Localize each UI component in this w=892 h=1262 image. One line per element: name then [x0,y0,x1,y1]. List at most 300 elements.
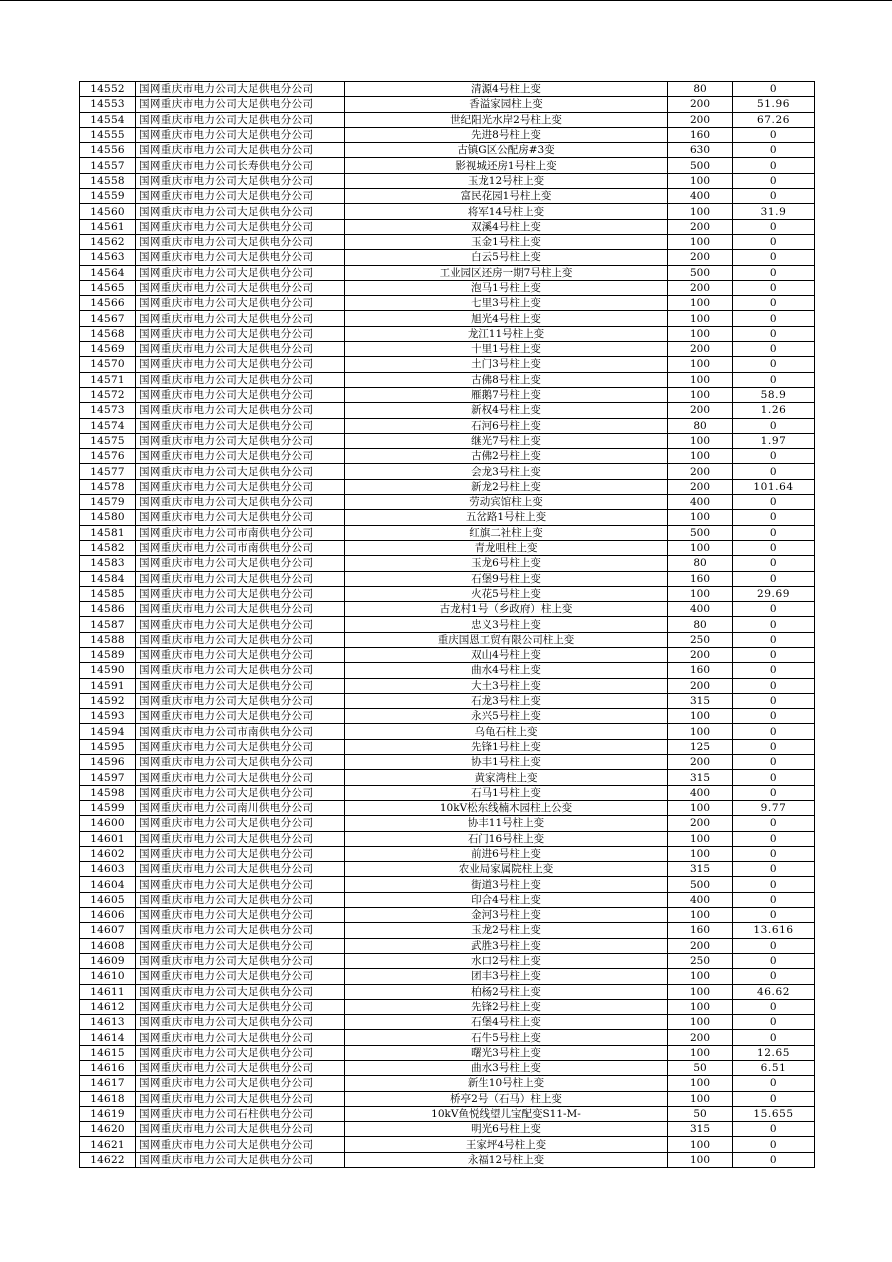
load-value-cell: 0 [733,158,815,173]
transformer-name-cell: 团丰3号柱上变 [345,969,668,984]
transformer-name-cell: 土门3号柱上变 [345,357,668,372]
load-value-cell: 0 [733,326,815,341]
capacity-cell: 200 [668,678,733,693]
row-id-cell: 14621 [80,1137,136,1152]
table-row [80,97,815,112]
load-value-cell: 0 [733,143,815,158]
row-id-cell: 14587 [80,617,136,632]
row-id-cell: 14563 [80,250,136,265]
company-cell: 国网重庆市电力公司大足供电分公司 [136,755,345,770]
load-value-cell: 0 [733,525,815,540]
transformer-table-body [80,82,815,1168]
transformer-name-cell: 乌龟石柱上变 [345,724,668,739]
capacity-cell: 80 [668,617,733,632]
row-id-cell: 14591 [80,678,136,693]
table-row [80,1152,815,1167]
table-row [80,372,815,387]
table-row [80,112,815,127]
company-cell: 国网重庆市电力公司大足供电分公司 [136,204,345,219]
transformer-name-cell: 曙光3号柱上变 [345,1045,668,1060]
load-value-cell: 0 [733,877,815,892]
transformer-name-cell: 将军14号柱上变 [345,204,668,219]
load-value-cell: 0 [733,709,815,724]
load-value-cell: 13.616 [733,923,815,938]
company-cell: 国网重庆市电力公司大足供电分公司 [136,846,345,861]
load-value-cell: 0 [733,1091,815,1106]
capacity-cell: 160 [668,571,733,586]
capacity-cell: 200 [668,250,733,265]
row-id-cell: 14575 [80,433,136,448]
table-row [80,495,815,510]
row-id-cell: 14565 [80,280,136,295]
company-cell: 国网重庆市电力公司大足供电分公司 [136,1061,345,1076]
table-row [80,525,815,540]
row-id-cell: 14585 [80,586,136,601]
transformer-name-cell: 古镇G区公配房#3变 [345,143,668,158]
company-cell: 国网重庆市电力公司石柱供电分公司 [136,1106,345,1121]
row-id-cell: 14598 [80,785,136,800]
row-id-cell: 14620 [80,1122,136,1137]
table-row [80,632,815,647]
capacity-cell: 100 [668,984,733,999]
transformer-name-cell: 十里1号柱上变 [345,342,668,357]
row-id-cell: 14607 [80,923,136,938]
table-row [80,923,815,938]
capacity-cell: 100 [668,999,733,1014]
transformer-name-cell: 玉龙12号柱上变 [345,173,668,188]
table-row [80,234,815,249]
company-cell: 国网重庆市电力公司大足供电分公司 [136,372,345,387]
table-row [80,617,815,632]
row-id-cell: 14564 [80,265,136,280]
transformer-name-cell: 新龙2号柱上变 [345,479,668,494]
table-row [80,892,815,907]
row-id-cell: 14556 [80,143,136,158]
row-id-cell: 14610 [80,969,136,984]
company-cell: 国网重庆市电力公司大足供电分公司 [136,143,345,158]
capacity-cell: 100 [668,1152,733,1167]
transformer-name-cell: 红旗二社柱上变 [345,525,668,540]
company-cell: 国网重庆市电力公司大足供电分公司 [136,862,345,877]
table-row [80,296,815,311]
table-row [80,1045,815,1060]
capacity-cell: 100 [668,709,733,724]
capacity-cell: 400 [668,602,733,617]
load-value-cell: 1.97 [733,433,815,448]
load-value-cell: 0 [733,449,815,464]
row-id-cell: 14601 [80,831,136,846]
company-cell: 国网重庆市电力公司大足供电分公司 [136,189,345,204]
company-cell: 国网重庆市电力公司大足供电分公司 [136,464,345,479]
transformer-name-cell: 玉龙6号柱上变 [345,556,668,571]
capacity-cell: 200 [668,280,733,295]
capacity-cell: 200 [668,816,733,831]
transformer-name-cell: 曲水4号柱上变 [345,663,668,678]
load-value-cell: 0 [733,862,815,877]
transformer-name-cell: 古龙村1号（乡政府）柱上变 [345,602,668,617]
company-cell: 国网重庆市电力公司大足供电分公司 [136,831,345,846]
load-value-cell: 1.26 [733,403,815,418]
row-id-cell: 14566 [80,296,136,311]
load-value-cell: 0 [733,1030,815,1045]
capacity-cell: 500 [668,265,733,280]
row-id-cell: 14561 [80,219,136,234]
load-value-cell: 0 [733,280,815,295]
row-id-cell: 14582 [80,540,136,555]
row-id-cell: 14596 [80,755,136,770]
load-value-cell: 0 [733,938,815,953]
table-row [80,816,815,831]
company-cell: 国网重庆市电力公司大足供电分公司 [136,816,345,831]
capacity-cell: 160 [668,127,733,142]
row-id-cell: 14592 [80,693,136,708]
load-value-cell: 0 [733,311,815,326]
table-row [80,250,815,265]
load-value-cell: 0 [733,1137,815,1152]
transformer-name-cell: 柏杨2号柱上变 [345,984,668,999]
row-id-cell: 14557 [80,158,136,173]
table-row [80,663,815,678]
capacity-cell: 200 [668,755,733,770]
transformer-name-cell: 石门16号柱上变 [345,831,668,846]
load-value-cell: 0 [733,1076,815,1091]
table-row [80,82,815,97]
capacity-cell: 80 [668,82,733,97]
page-top-border [0,0,892,1]
row-id-cell: 14609 [80,953,136,968]
table-row [80,846,815,861]
transformer-name-cell: 会龙3号柱上变 [345,464,668,479]
transformer-name-cell: 石河6号柱上变 [345,418,668,433]
capacity-cell: 100 [668,831,733,846]
row-id-cell: 14604 [80,877,136,892]
transformer-name-cell: 街道3号柱上变 [345,877,668,892]
transformer-name-cell: 雁鹅7号柱上变 [345,387,668,402]
load-value-cell: 0 [733,617,815,632]
transformer-name-cell: 古佛2号柱上变 [345,449,668,464]
load-value-cell: 0 [733,342,815,357]
load-value-cell: 0 [733,189,815,204]
company-cell: 国网重庆市电力公司大足供电分公司 [136,479,345,494]
company-cell: 国网重庆市电力公司大足供电分公司 [136,403,345,418]
row-id-cell: 14611 [80,984,136,999]
transformer-name-cell: 富民花园1号柱上变 [345,189,668,204]
capacity-cell: 100 [668,724,733,739]
transformer-name-cell: 石龙3号柱上变 [345,693,668,708]
company-cell: 国网重庆市电力公司大足供电分公司 [136,969,345,984]
table-row [80,1091,815,1106]
capacity-cell: 100 [668,1015,733,1030]
capacity-cell: 315 [668,693,733,708]
row-id-cell: 14589 [80,647,136,662]
load-value-cell: 0 [733,127,815,142]
row-id-cell: 14586 [80,602,136,617]
transformer-name-cell: 火花5号柱上变 [345,586,668,601]
company-cell: 国网重庆市电力公司大足供电分公司 [136,127,345,142]
transformer-name-cell: 10kV鱼悦线望儿宝配变S11-M- [345,1106,668,1121]
capacity-cell: 100 [668,846,733,861]
row-id-cell: 14594 [80,724,136,739]
transformer-name-cell: 影视城还房1号柱上变 [345,158,668,173]
capacity-cell: 100 [668,204,733,219]
capacity-cell: 250 [668,953,733,968]
table-row [80,969,815,984]
capacity-cell: 100 [668,387,733,402]
row-id-cell: 14562 [80,234,136,249]
company-cell: 国网重庆市电力公司大足供电分公司 [136,342,345,357]
table-row [80,770,815,785]
company-cell: 国网重庆市电力公司大足供电分公司 [136,433,345,448]
capacity-cell: 250 [668,632,733,647]
company-cell: 国网重庆市电力公司南川供电分公司 [136,800,345,815]
transformer-name-cell: 青龙咀柱上变 [345,540,668,555]
company-cell: 国网重庆市电力公司市南供电分公司 [136,525,345,540]
transformer-name-cell: 金河3号柱上变 [345,908,668,923]
capacity-cell: 100 [668,969,733,984]
table-row [80,877,815,892]
load-value-cell: 0 [733,265,815,280]
table-row [80,464,815,479]
load-value-cell: 0 [733,632,815,647]
load-value-cell: 0 [733,418,815,433]
row-id-cell: 14573 [80,403,136,418]
row-id-cell: 14617 [80,1076,136,1091]
company-cell: 国网重庆市电力公司大足供电分公司 [136,663,345,678]
table-row [80,433,815,448]
transformer-name-cell: 石堡4号柱上变 [345,1015,668,1030]
transformer-name-cell: 水口2号柱上变 [345,953,668,968]
table-row [80,831,815,846]
load-value-cell: 0 [733,663,815,678]
company-cell: 国网重庆市电力公司大足供电分公司 [136,387,345,402]
transformer-name-cell: 新生10号柱上变 [345,1076,668,1091]
table-row [80,1106,815,1121]
row-id-cell: 14574 [80,418,136,433]
capacity-cell: 200 [668,479,733,494]
company-cell: 国网重庆市电力公司大足供电分公司 [136,173,345,188]
row-id-cell: 14568 [80,326,136,341]
load-value-cell: 67.26 [733,112,815,127]
table-row [80,219,815,234]
table-row [80,510,815,525]
transformer-name-cell: 农业局家属院柱上变 [345,862,668,877]
load-value-cell: 0 [733,510,815,525]
load-value-cell: 0 [733,234,815,249]
capacity-cell: 100 [668,1137,733,1152]
company-cell: 国网重庆市电力公司大足供电分公司 [136,556,345,571]
company-cell: 国网重庆市电力公司大足供电分公司 [136,1045,345,1060]
company-cell: 国网重庆市电力公司市南供电分公司 [136,540,345,555]
company-cell: 国网重庆市电力公司大足供电分公司 [136,678,345,693]
table-row [80,984,815,999]
capacity-cell: 200 [668,219,733,234]
load-value-cell: 0 [733,219,815,234]
row-id-cell: 14571 [80,372,136,387]
transformer-name-cell: 先锋2号柱上变 [345,999,668,1014]
row-id-cell: 14603 [80,862,136,877]
transformer-name-cell: 桥亭2号（石马）柱上变 [345,1091,668,1106]
company-cell: 国网重庆市电力公司大足供电分公司 [136,1076,345,1091]
transformer-name-cell: 清源4号柱上变 [345,82,668,97]
row-id-cell: 14552 [80,82,136,97]
load-value-cell: 0 [733,953,815,968]
company-cell: 国网重庆市电力公司大足供电分公司 [136,571,345,586]
load-value-cell: 58.9 [733,387,815,402]
table-row [80,785,815,800]
row-id-cell: 14606 [80,908,136,923]
capacity-cell: 100 [668,1045,733,1060]
company-cell: 国网重庆市电力公司大足供电分公司 [136,739,345,754]
load-value-cell: 0 [733,556,815,571]
load-value-cell: 29.69 [733,586,815,601]
company-cell: 国网重庆市电力公司大足供电分公司 [136,82,345,97]
transformer-name-cell: 劳动宾馆柱上变 [345,495,668,510]
table-row [80,693,815,708]
row-id-cell: 14615 [80,1045,136,1060]
table-row [80,387,815,402]
capacity-cell: 200 [668,647,733,662]
table-row [80,1122,815,1137]
capacity-cell: 100 [668,510,733,525]
transformer-name-cell: 七里3号柱上变 [345,296,668,311]
load-value-cell: 0 [733,770,815,785]
table-row [80,158,815,173]
row-id-cell: 14570 [80,357,136,372]
capacity-cell: 315 [668,862,733,877]
table-row [80,1030,815,1045]
table-row [80,724,815,739]
row-id-cell: 14619 [80,1106,136,1121]
load-value-cell: 0 [733,693,815,708]
transformer-name-cell: 工业园区还房一期7号柱上变 [345,265,668,280]
company-cell: 国网重庆市电力公司大足供电分公司 [136,877,345,892]
company-cell: 国网重庆市电力公司大足供电分公司 [136,418,345,433]
table-row [80,342,815,357]
table-row [80,862,815,877]
transformer-name-cell: 双溪4号柱上变 [345,219,668,234]
table-row [80,1015,815,1030]
table-row [80,999,815,1014]
transformer-name-cell: 武胜3号柱上变 [345,938,668,953]
capacity-cell: 80 [668,418,733,433]
capacity-cell: 500 [668,525,733,540]
row-id-cell: 14588 [80,632,136,647]
capacity-cell: 100 [668,586,733,601]
load-value-cell: 0 [733,173,815,188]
load-value-cell: 0 [733,540,815,555]
transformer-name-cell: 双山4号柱上变 [345,647,668,662]
company-cell: 国网重庆市电力公司大足供电分公司 [136,693,345,708]
table-row [80,755,815,770]
company-cell: 国网重庆市电力公司大足供电分公司 [136,326,345,341]
transformer-name-cell: 明光6号柱上变 [345,1122,668,1137]
table-row [80,127,815,142]
company-cell: 国网重庆市电力公司大足供电分公司 [136,1137,345,1152]
load-value-cell: 0 [733,724,815,739]
capacity-cell: 100 [668,173,733,188]
table-row [80,1137,815,1152]
capacity-cell: 100 [668,1091,733,1106]
company-cell: 国网重庆市电力公司大足供电分公司 [136,1152,345,1167]
table-row [80,709,815,724]
company-cell: 国网重庆市电力公司大足供电分公司 [136,296,345,311]
transformer-name-cell: 世纪阳光水岸2号柱上变 [345,112,668,127]
capacity-cell: 200 [668,938,733,953]
capacity-cell: 315 [668,770,733,785]
load-value-cell: 0 [733,816,815,831]
row-id-cell: 14554 [80,112,136,127]
company-cell: 国网重庆市电力公司大足供电分公司 [136,953,345,968]
company-cell: 国网重庆市电力公司大足供电分公司 [136,234,345,249]
capacity-cell: 200 [668,403,733,418]
row-id-cell: 14567 [80,311,136,326]
capacity-cell: 630 [668,143,733,158]
row-id-cell: 14618 [80,1091,136,1106]
company-cell: 国网重庆市电力公司大足供电分公司 [136,97,345,112]
capacity-cell: 400 [668,495,733,510]
table-row [80,953,815,968]
table-row [80,403,815,418]
company-cell: 国网重庆市电力公司大足供电分公司 [136,923,345,938]
table-row [80,571,815,586]
table-row [80,326,815,341]
load-value-cell: 0 [733,831,815,846]
transformer-name-cell: 王家坪4号柱上变 [345,1137,668,1152]
row-id-cell: 14616 [80,1061,136,1076]
row-id-cell: 14593 [80,709,136,724]
row-id-cell: 14560 [80,204,136,219]
transformer-name-cell: 印合4号柱上变 [345,892,668,907]
company-cell: 国网重庆市电力公司大足供电分公司 [136,1030,345,1045]
load-value-cell: 0 [733,357,815,372]
capacity-cell: 125 [668,739,733,754]
company-cell: 国网重庆市电力公司大足供电分公司 [136,647,345,662]
capacity-cell: 200 [668,1030,733,1045]
capacity-cell: 100 [668,540,733,555]
row-id-cell: 14605 [80,892,136,907]
transformer-name-cell: 新权4号柱上变 [345,403,668,418]
row-id-cell: 14576 [80,449,136,464]
row-id-cell: 14608 [80,938,136,953]
company-cell: 国网重庆市电力公司大足供电分公司 [136,357,345,372]
company-cell: 国网重庆市电力公司大足供电分公司 [136,632,345,647]
row-id-cell: 14583 [80,556,136,571]
capacity-cell: 400 [668,785,733,800]
transformer-name-cell: 石堡9号柱上变 [345,571,668,586]
row-id-cell: 14614 [80,1030,136,1045]
capacity-cell: 315 [668,1122,733,1137]
table-row [80,479,815,494]
table-row [80,143,815,158]
capacity-cell: 100 [668,800,733,815]
load-value-cell: 0 [733,908,815,923]
load-value-cell: 0 [733,647,815,662]
load-value-cell: 0 [733,250,815,265]
row-id-cell: 14600 [80,816,136,831]
capacity-cell: 100 [668,311,733,326]
table-row [80,418,815,433]
capacity-cell: 100 [668,357,733,372]
load-value-cell: 0 [733,969,815,984]
load-value-cell: 0 [733,495,815,510]
capacity-cell: 500 [668,877,733,892]
table-row [80,357,815,372]
load-value-cell: 0 [733,602,815,617]
transformer-name-cell: 石马1号柱上变 [345,785,668,800]
capacity-cell: 160 [668,923,733,938]
company-cell: 国网重庆市电力公司大足供电分公司 [136,449,345,464]
transformer-name-cell: 白云5号柱上变 [345,250,668,265]
